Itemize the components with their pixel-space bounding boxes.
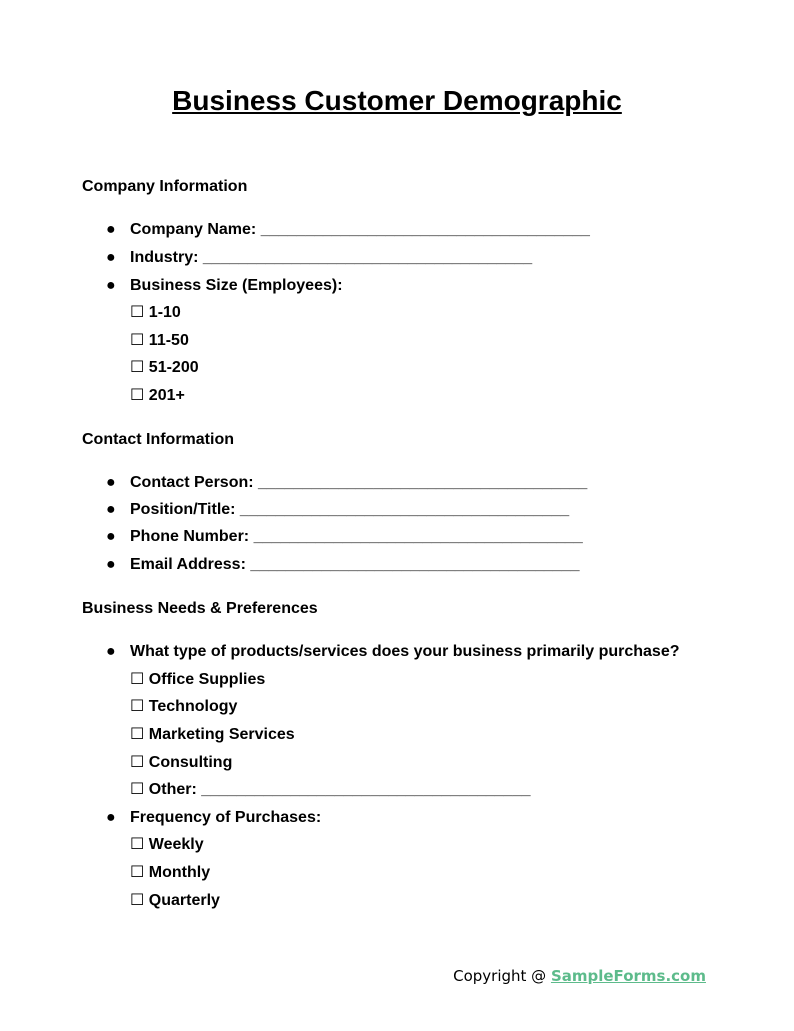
frequency-option-checkbox[interactable] bbox=[130, 891, 220, 911]
bullet-icon: ● bbox=[106, 556, 116, 573]
checkbox-icon[interactable]: ☐ bbox=[130, 864, 145, 881]
copyright-prefix: Copyright @ bbox=[453, 967, 551, 985]
company-name-field[interactable] bbox=[106, 220, 590, 240]
contact-person-label: Contact Person: _____________________________________ bbox=[130, 474, 588, 491]
bullet-icon: ● bbox=[106, 249, 116, 266]
email-address-field[interactable] bbox=[106, 555, 580, 575]
contact-person-field[interactable] bbox=[106, 473, 587, 493]
bullet-icon: ● bbox=[106, 643, 116, 660]
products-question-label: What type of products/services does your business primarily purchase? bbox=[130, 643, 680, 660]
checkbox-icon[interactable]: ☐ bbox=[130, 387, 145, 404]
business-size-label: Business Size (Employees): bbox=[130, 277, 343, 294]
checkbox-icon[interactable]: ☐ bbox=[130, 754, 145, 771]
brand-link[interactable]: SampleForms.com bbox=[550, 967, 706, 985]
frequency-option-label: Weekly bbox=[148, 836, 204, 853]
section-heading-contact: Contact Information bbox=[82, 431, 234, 448]
frequency-option-label: Monthly bbox=[148, 864, 211, 881]
size-option-checkbox[interactable] bbox=[130, 303, 181, 323]
size-option-label: 51-200 bbox=[148, 359, 199, 376]
bullet-icon: ● bbox=[106, 809, 116, 826]
bullet-icon: ● bbox=[106, 277, 116, 294]
copyright-footer bbox=[453, 966, 706, 986]
frequency-option-label: Quarterly bbox=[148, 892, 220, 909]
section-heading-needs: Business Needs & Preferences bbox=[82, 600, 318, 617]
product-option-other-field[interactable] bbox=[130, 780, 530, 800]
product-option-checkbox[interactable] bbox=[130, 725, 295, 745]
position-title-label: Position/Title: _____________________________________ bbox=[130, 501, 570, 518]
checkbox-icon[interactable]: ☐ bbox=[130, 359, 145, 376]
checkbox-icon[interactable]: ☐ bbox=[130, 892, 145, 909]
business-size-question bbox=[106, 276, 343, 296]
products-question bbox=[106, 642, 680, 662]
product-option-label: Consulting bbox=[148, 754, 233, 771]
product-option-other-label: Other: _____________________________________ bbox=[148, 781, 531, 798]
product-option-checkbox[interactable] bbox=[130, 697, 237, 717]
bullet-icon: ● bbox=[106, 474, 116, 491]
size-option-label: 11-50 bbox=[148, 332, 189, 349]
section-heading-company: Company Information bbox=[82, 178, 248, 195]
frequency-option-checkbox[interactable] bbox=[130, 863, 210, 883]
checkbox-icon[interactable]: ☐ bbox=[130, 781, 145, 798]
checkbox-icon[interactable]: ☐ bbox=[130, 726, 145, 743]
email-address-label: Email Address: _____________________________________ bbox=[130, 556, 580, 573]
checkbox-icon[interactable]: ☐ bbox=[130, 332, 145, 349]
bullet-icon: ● bbox=[106, 501, 116, 518]
industry-field[interactable] bbox=[106, 248, 532, 268]
size-option-label: 1-10 bbox=[148, 304, 181, 321]
company-name-label: Company Name: _____________________________________ bbox=[130, 221, 590, 238]
phone-number-field[interactable] bbox=[106, 527, 583, 547]
document-title: Business Customer Demographic bbox=[172, 85, 622, 116]
phone-number-label: Phone Number: _____________________________________ bbox=[130, 528, 583, 545]
size-option-label: 201+ bbox=[148, 387, 185, 404]
frequency-label: Frequency of Purchases: bbox=[130, 809, 322, 826]
product-option-label: Office Supplies bbox=[148, 671, 266, 688]
product-option-label: Technology bbox=[148, 698, 238, 715]
checkbox-icon[interactable]: ☐ bbox=[130, 304, 145, 321]
size-option-checkbox[interactable] bbox=[130, 331, 189, 351]
product-option-checkbox[interactable] bbox=[130, 753, 232, 773]
checkbox-icon[interactable]: ☐ bbox=[130, 671, 145, 688]
position-title-field[interactable] bbox=[106, 500, 569, 520]
size-option-checkbox[interactable] bbox=[130, 358, 199, 378]
frequency-question bbox=[106, 808, 321, 828]
bullet-icon: ● bbox=[106, 528, 116, 545]
industry-label: Industry: _____________________________________ bbox=[130, 249, 533, 266]
frequency-option-checkbox[interactable] bbox=[130, 835, 204, 855]
checkbox-icon[interactable]: ☐ bbox=[130, 836, 145, 853]
size-option-checkbox[interactable] bbox=[130, 386, 185, 406]
product-option-label: Marketing Services bbox=[148, 726, 295, 743]
bullet-icon: ● bbox=[106, 221, 116, 238]
checkbox-icon[interactable]: ☐ bbox=[130, 698, 145, 715]
product-option-checkbox[interactable] bbox=[130, 670, 265, 690]
